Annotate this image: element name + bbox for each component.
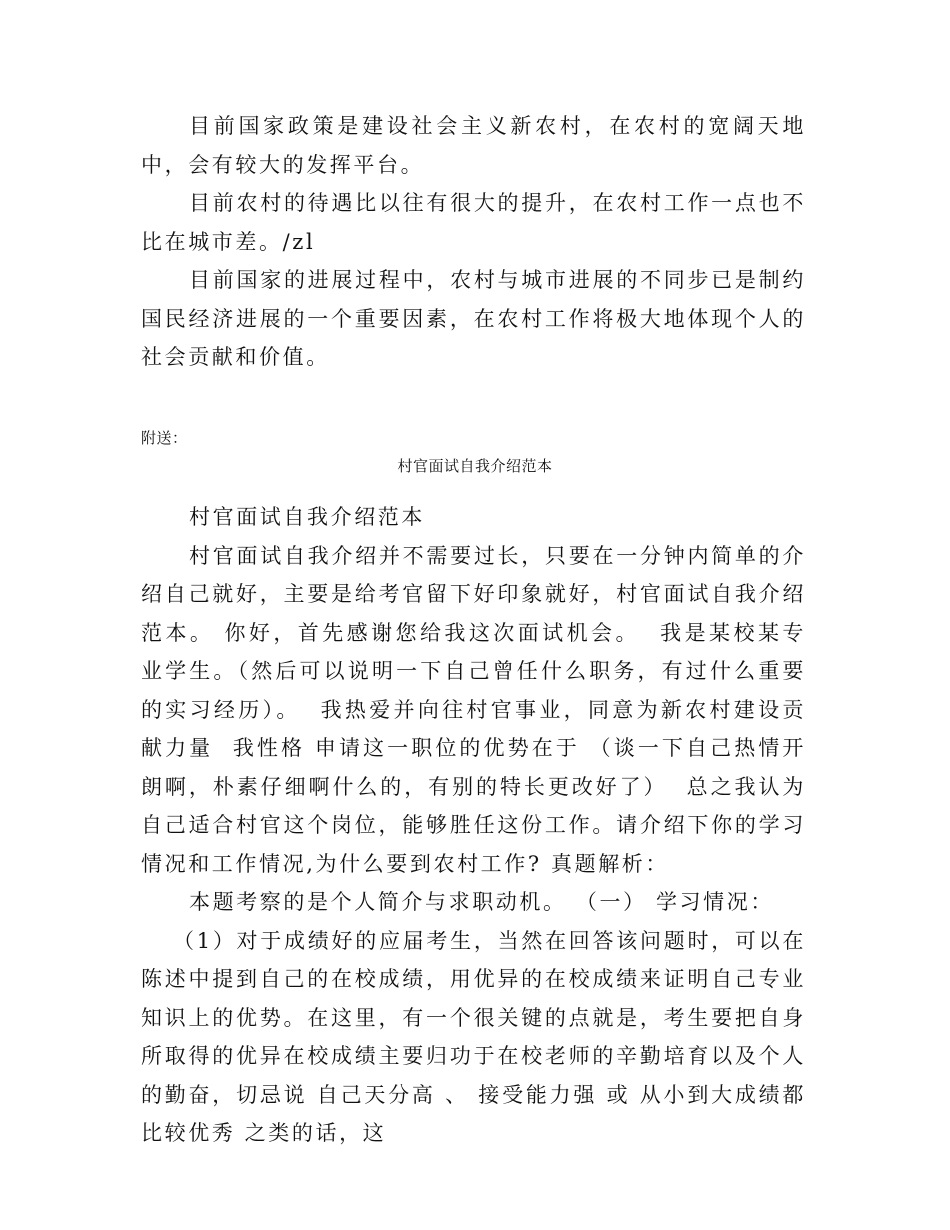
intro-text-block (141, 107, 806, 377)
appendix-label: 附送： (141, 429, 188, 447)
paragraph: 本题考察的是个人简介与求职动机。 （一） 学习情况： (189, 890, 774, 914)
paragraph: （1）对于成绩好的应届考生，当然在回答该问题时，可以在陈述中提到自己的在校成绩，用优异的在校成绩来证明自己专业知识上的优势。在这里，有一个很关键的点就是，考生要把自身所取得的优异在校成绩主要归功于在校老师的辛勤培育以及个人的勤奋，切忌说 自己天分高 、 接受能力强 或 从小到大成绩都比较优秀 之类的话，这 (141, 928, 806, 1145)
paragraph: 目前农村的待遇比以往有很大的提升，在农村工作一点也不比在城市差。/zl (141, 191, 806, 254)
section-heading: 村官面试自我介绍范本 (189, 505, 425, 529)
appendix-title: 村官面试自我介绍范本 (397, 457, 553, 475)
main-text-block (141, 498, 806, 1153)
paragraph: 目前国家的进展过程中，农村与城市进展的不同步已是制约国民经济进展的一个重要因素，在农村工作将极大地体现个人的社会贡献和价值。 (141, 268, 806, 369)
paragraph: 村官面试自我介绍并不需要过长，只要在一分钟内简单的介绍自己就好，主要是给考官留下好印象就好，村官面试自我介绍范本。 你好，首先感谢您给我这次面试机会。 我是某校某专业学生。（然后可以说明一下自己曾任什么职务，有过什么重要的实习经历）。 我热爱并向往村官事业，同意为新农村建设贡献力量 我性格 申请这一职位的优势在于 （谈一下自己热情开朗啊，朴素仔细啊什么的，有别的特长更改好了） 总之我认为自己适合村官这个岗位，能够胜任这份工作。请介绍下你的学习情况和工作情况,为什么要到农村工作? 真题解析： (141, 543, 806, 876)
paragraph: 目前国家政策是建设社会主义新农村，在农村的宽阔天地中，会有较大的发挥平台。 (141, 114, 806, 177)
